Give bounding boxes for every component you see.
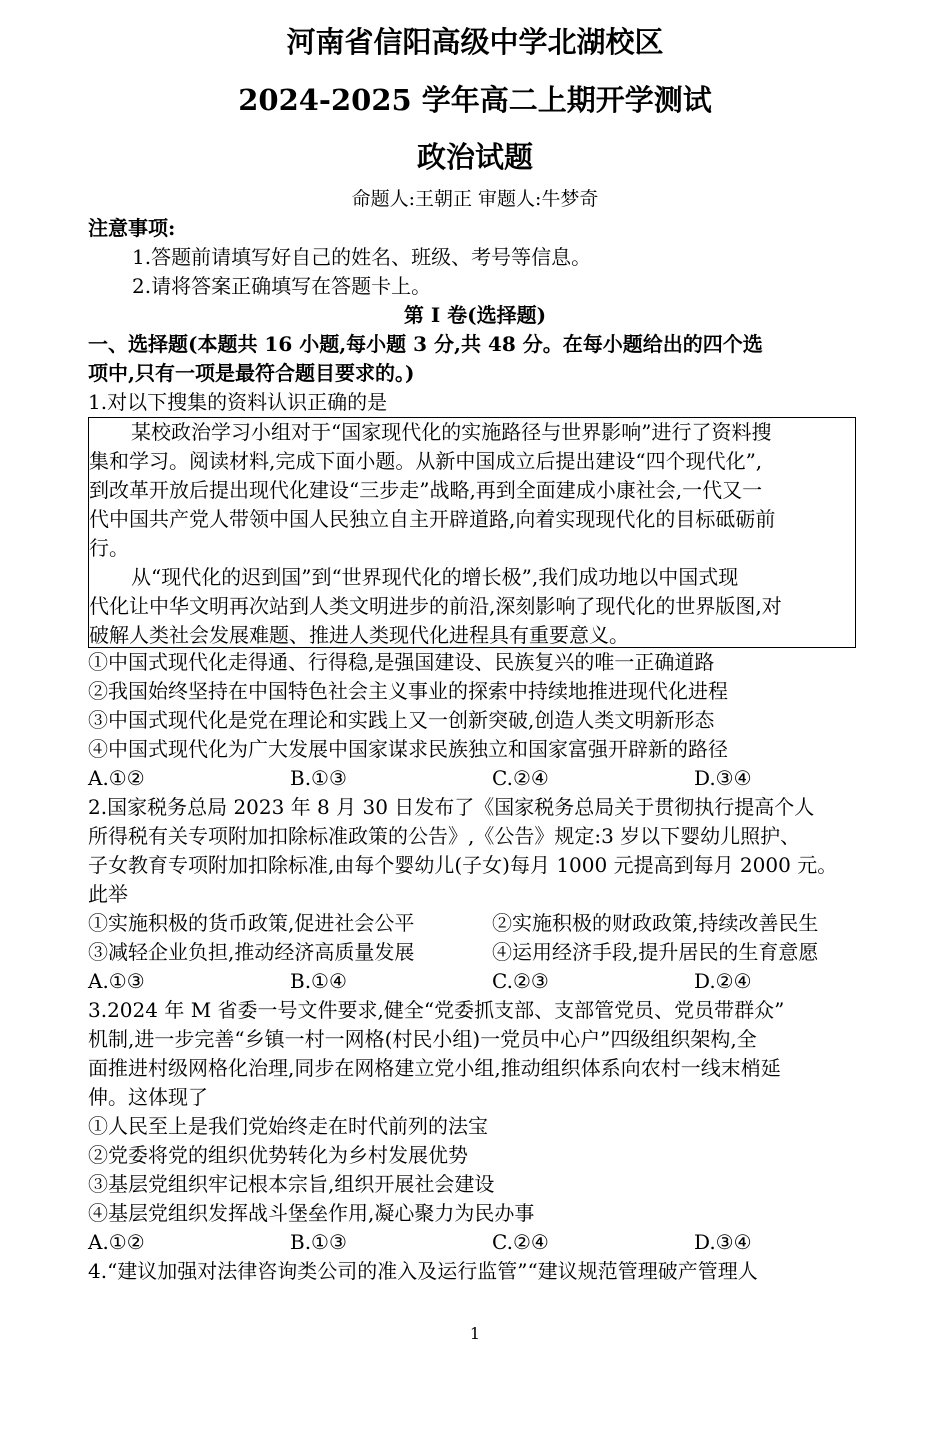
statement: ③减轻企业负担,推动经济高质量发展: [88, 940, 415, 964]
material-line: 某校政治学习小组对于“国家现代化的实施路径与世界影响”进行了资料搜: [131, 420, 772, 444]
notice-item: 1.答题前请填写好自己的姓名、班级、考号等信息。: [132, 245, 592, 269]
question-1-material-box: [88, 417, 856, 648]
statement: ②我国始终坚持在中国特色社会主义事业的探索中持续地推进现代化进程: [88, 679, 728, 703]
question-2-stem: 所得税有关专项附加扣除标准政策的公告》,《公告》规定:3 岁以下婴幼儿照护、: [88, 824, 801, 848]
statement: ④基层党组织发挥战斗堡垒作用,凝心聚力为民办事: [88, 1201, 535, 1225]
statement: ③基层党组织牢记根本宗旨,组织开展社会建设: [88, 1172, 495, 1196]
material-line: 行。: [89, 536, 129, 560]
statement: ②实施积极的财政政策,持续改善民生: [492, 911, 819, 935]
statement: ①实施积极的货币政策,促进社会公平: [88, 911, 415, 935]
question-3-stem: 面推进村级网格化治理,同步在网格建立党小组,推动组织体系向农村一线末梢延: [88, 1056, 781, 1080]
statement: ①中国式现代化走得通、行得稳,是强国建设、民族复兴的唯一正确道路: [88, 650, 715, 674]
material-line: 代中国共产党人带领中国人民独立自主开辟道路,向着实现现代化的目标砥砺前: [89, 507, 776, 531]
option-a[interactable]: A.①③: [88, 969, 145, 993]
question-3-stem: 伸。这体现了: [88, 1085, 208, 1109]
option-d[interactable]: D.③④: [694, 766, 752, 790]
exam-title: 2024-2025 学年高二上期开学测试: [238, 83, 712, 117]
question-2-stem: 此举: [88, 882, 128, 906]
statement: ①人民至上是我们党始终走在时代前列的法宝: [88, 1114, 488, 1138]
subject-title: 政治试题: [416, 140, 533, 174]
question-4-stem: 4.“建议加强对法律咨询类公司的准入及运行监管”“建议规范管理破产管理人: [88, 1259, 758, 1283]
statement: ③中国式现代化是党在理论和实践上又一创新突破,创造人类文明新形态: [88, 708, 715, 732]
volume-title: 第 I 卷(选择题): [403, 303, 547, 327]
material-line: 破解人类社会发展难题、推进人类现代化进程具有重要意义。: [89, 623, 629, 647]
section-title: 一、选择题(本题共 16 小题,每小题 3 分,共 48 分。在每小题给出的四个选: [88, 332, 763, 356]
option-d[interactable]: D.③④: [694, 1230, 752, 1254]
option-c[interactable]: C.②④: [492, 1230, 549, 1254]
page-number: 1: [469, 1324, 481, 1343]
question-3-stem: 机制,进一步完善“乡镇一村一网格(村民小组)一党员中心户”四级组织架构,全: [88, 1027, 757, 1051]
option-a[interactable]: A.①②: [88, 766, 145, 790]
material-line: 集和学习。阅读材料,完成下面小题。从新中国成立后提出建设“四个现代化”,: [89, 449, 763, 473]
question-2-stem: 子女教育专项附加扣除标准,由每个婴幼儿(子女)每月 1000 元提高到每月 2000 元。: [88, 853, 838, 877]
material-line: 代化让中华文明再次站到人类文明进步的前沿,深刻影响了现代化的世界版图,对: [89, 594, 782, 618]
question-1-stem: 1.对以下搜集的资料认识正确的是: [88, 390, 388, 414]
option-c[interactable]: C.②③: [492, 969, 549, 993]
option-d[interactable]: D.②④: [694, 969, 752, 993]
notice-heading: 注意事项:: [88, 216, 176, 240]
authors-line: 命题人:王朝正 审题人:牛梦奇: [351, 188, 599, 210]
notice-item: 2.请将答案正确填写在答题卡上。: [132, 274, 432, 298]
option-b[interactable]: B.①④: [290, 969, 347, 993]
statement: ②党委将党的组织优势转化为乡村发展优势: [88, 1143, 468, 1167]
option-b[interactable]: B.①③: [290, 766, 347, 790]
option-a[interactable]: A.①②: [88, 1230, 145, 1254]
question-3-stem: 3.2024 年 M 省委一号文件要求,健全“党委抓支部、支部管党员、党员带群众”: [88, 998, 785, 1022]
question-2-stem: 2.国家税务总局 2023 年 8 月 30 日发布了《国家税务总局关于贯彻执行提高个人: [88, 795, 815, 819]
school-title: 河南省信阳高级中学北湖校区: [286, 25, 664, 59]
material-line: 到改革开放后提出现代化建设“三步走”战略,再到全面建成小康社会,一代又一: [89, 478, 763, 502]
statement: ④中国式现代化为广大发展中国家谋求民族独立和国家富强开辟新的路径: [88, 737, 728, 761]
option-c[interactable]: C.②④: [492, 766, 549, 790]
statement: ④运用经济手段,提升居民的生育意愿: [492, 940, 819, 964]
option-b[interactable]: B.①③: [290, 1230, 347, 1254]
section-title: 项中,只有一项是最符合题目要求的。): [88, 361, 415, 385]
material-line: 从“现代化的迟到国”到“世界现代化的增长极”,我们成功地以中国式现: [131, 565, 739, 589]
